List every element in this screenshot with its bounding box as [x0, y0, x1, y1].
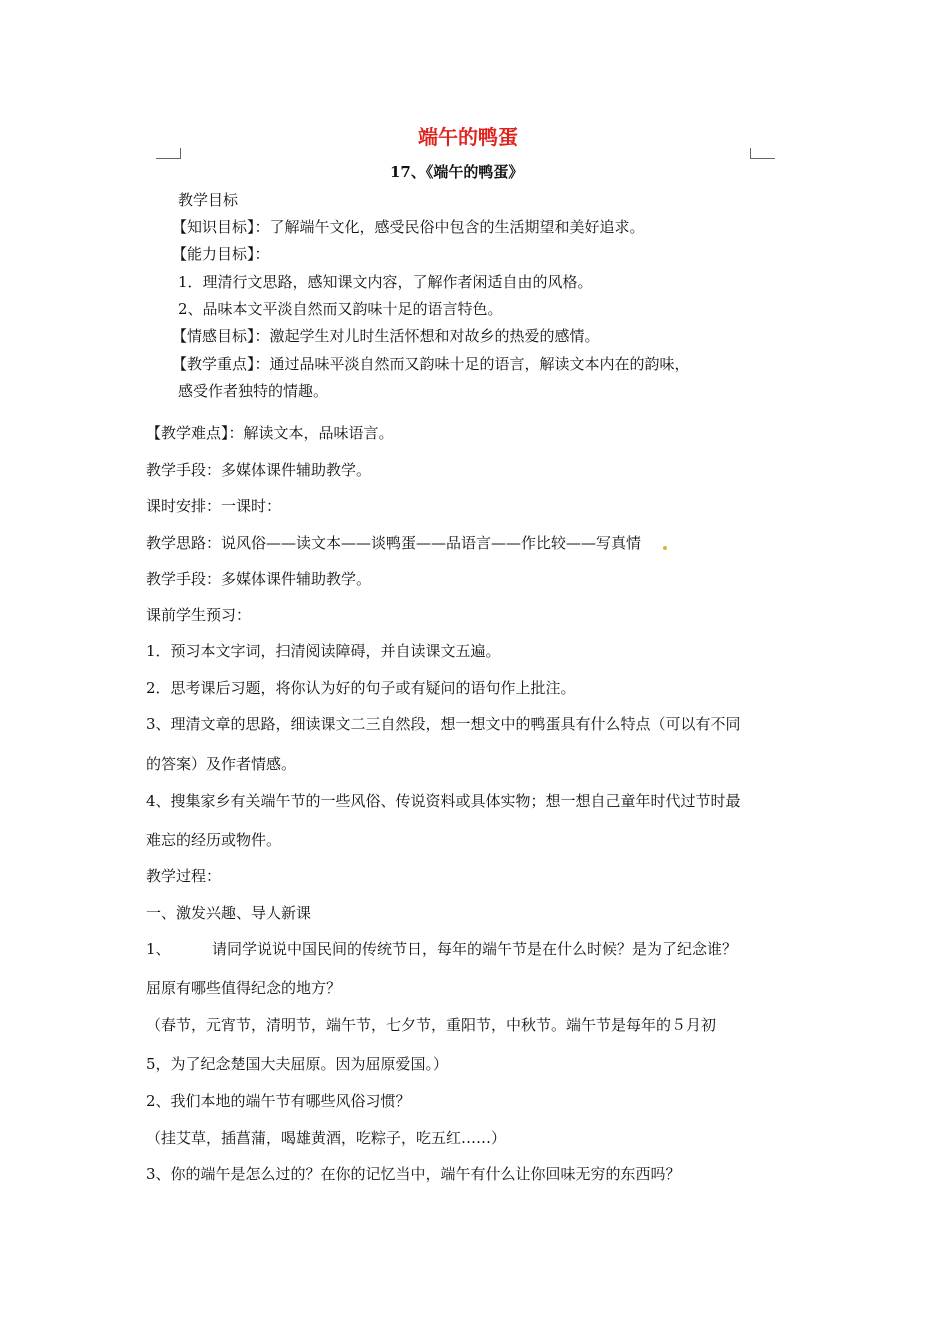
- header-margin-mark-left: [156, 148, 181, 159]
- preview-item-4-line-2: 难忘的经历或物件。: [146, 831, 282, 849]
- ability-goal: 【能力目标】：: [172, 245, 270, 263]
- question-1-number: 1、: [146, 940, 171, 958]
- section-1-heading: 一、激发兴趣、导人新课: [146, 904, 312, 922]
- focus-line-1: 【教学重点】：通过品味平淡自然而又韵味十足的语言，解读文本内在的韵味，: [172, 355, 690, 373]
- preview-item-4-line-1: 4、搜集家乡有关端午节的一些风俗、传说资料或具体实物；想一想自己童年时代过节时最: [146, 792, 741, 810]
- knowledge-goal: 【知识目标】：了解端午文化，感受民俗中包含的生活期望和美好追求。: [172, 218, 645, 236]
- preview-item-2: 2．思考课后习题，将你认为好的句子或有疑问的语句作上批注。: [146, 679, 576, 697]
- process-heading: 教学过程：: [146, 867, 222, 885]
- difficulty: 【教学难点】：解读文本，品味语言。: [146, 424, 394, 442]
- document-title: 端午的鸭蛋: [418, 125, 518, 149]
- preview-item-3-line-1: 3、理清文章的思路，细读课文二三自然段，想一想文中的鸭蛋具有什么特点（可以有不同: [146, 715, 741, 733]
- goals-heading: 教学目标: [178, 191, 239, 209]
- header-margin-mark-right: [750, 148, 775, 159]
- teaching-means-1: 教学手段：多媒体课件辅助教学。: [146, 461, 372, 479]
- teaching-approach: 教学思路：说风俗——读文本——谈鸭蛋——品语言——作比较——写真情: [146, 534, 642, 552]
- preview-item-3-line-2: 的答案）及作者情感。: [146, 755, 297, 773]
- lesson-subtitle: 17、《端午的鸭蛋》: [390, 163, 524, 181]
- answer-1-line-2: 5，为了纪念楚国大夫屈原。因为屈原爱国。）: [146, 1055, 449, 1073]
- stray-mark: [663, 546, 667, 550]
- answer-2: （挂艾草，插菖蒲，喝雄黄酒，吃粽子，吃五红……）: [146, 1129, 507, 1147]
- ability-item-2: 2、品味本文平淡自然而又韵味十足的语言特色。: [178, 300, 503, 318]
- answer-1-line-1: （春节，元宵节，清明节，端午节，七夕节，重阳节，中秋节。端午节是每年的５月初: [146, 1016, 717, 1034]
- preview-heading: 课前学生预习：: [146, 606, 252, 624]
- question-3: 3、你的端午是怎么过的？在你的记忆当中，端午有什么让你回味无穷的东西吗？: [146, 1165, 681, 1183]
- ability-item-1: 1．理清行文思路，感知课文内容，了解作者闲适自由的风格。: [178, 273, 593, 291]
- emotion-goal: 【情感目标】：激起学生对儿时生活怀想和对故乡的热爱的感情。: [172, 327, 600, 345]
- preview-item-1: 1．预习本文字词，扫清阅读障碍，并自读课文五遍。: [146, 642, 501, 660]
- schedule: 课时安排：一课时：: [146, 497, 282, 515]
- question-1-line-2: 屈原有哪些值得纪念的地方？: [146, 979, 342, 997]
- question-1-line-1: 请同学说说中国民间的传统节日，每年的端午节是在什么时候？是为了纪念谁？: [212, 940, 738, 958]
- question-2: 2、我们本地的端午节有哪些风俗习惯？: [146, 1092, 411, 1110]
- teaching-means-2: 教学手段：多媒体课件辅助教学。: [146, 570, 372, 588]
- focus-line-2: 感受作者独特的情趣。: [178, 382, 329, 400]
